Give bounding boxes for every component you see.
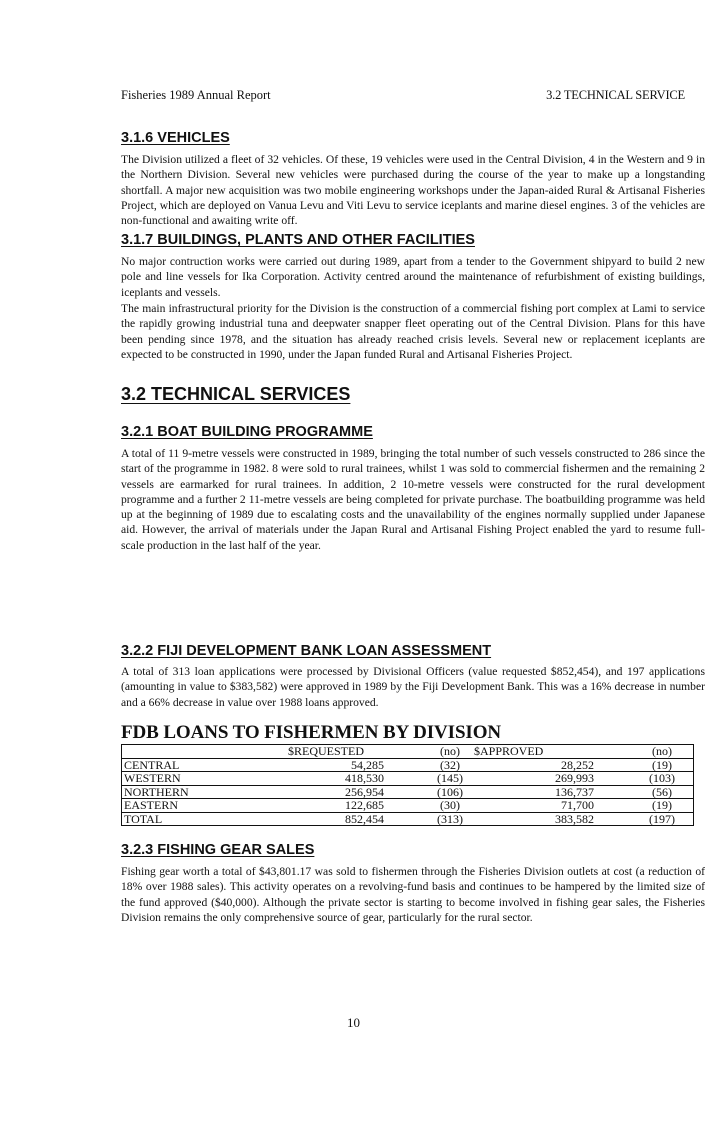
table-header: (no) [640,745,684,759]
table-cell-division: NORTHERN [122,785,223,799]
table-cell-requested: 852,454 [222,812,428,826]
table-cell-approved: 383,582 [472,812,640,826]
page-number: 10 [347,1015,360,1030]
table-cell-approved-no: (56) [640,785,684,799]
table-row [122,785,694,799]
paragraph-boat-building: A total of 11 9-metre vessels were constructed in 1989, bringing the total number of such vessels constructed to 286 since the start of the programme in 1982. 8 were sold to rural trainees, whilst 1 was sold to commercial fishermen and the remaining 2 vessels are earmarked for rural trainees. In addition, 2 10-metre vessels were constructed for the rural development programme and a further 2 11-metre vessels are being completed for private purchase. The boatbuilding programme was held up at the beginning of 1989 due to escalating costs and the unavailability of the engines normally supplied under Japanese aid. However, the arrival of materials under the Japan Rural and Artisanal Fishing Project enabled the yard to resume full-scale production in the last half of the year. [121,447,705,552]
table-cell-requested: 122,685 [222,799,428,813]
fdb-loans-table [121,744,694,826]
heading-vehicles: 3.1.6 VEHICLES [121,130,230,146]
table-row [122,799,694,813]
heading-boat-building: 3.2.1 BOAT BUILDING PROGRAMME [121,424,373,440]
table-cell-approved: 269,993 [472,772,640,786]
table-cell-requested-no: (30) [428,799,472,813]
running-header-right: 3.2 TECHNICAL SERVICE [546,88,685,102]
table-cell-requested: 418,530 [222,772,428,786]
table-cell-requested-no: (32) [428,758,472,772]
table-row [122,772,694,786]
table-cell-division: CENTRAL [122,758,223,772]
table-header: $REQUESTED [222,745,428,759]
paragraph-fdb-loan-assessment: A total of 313 loan applications were processed by Divisional Officers (value requested $852,454), and 197 applications (amounting in value to $383,582) were approved in 1989 by the Fiji Development Bank. This was a 16% decrease in number and a 66% decrease in value over 1988 loans approved. [121,665,705,709]
table-cell-spacer [684,772,694,786]
table-header [122,745,223,759]
table-cell-approved-no: (19) [640,758,684,772]
heading-fdb-loan-assessment: 3.2.2 FIJI DEVELOPMENT BANK LOAN ASSESSMENT [121,643,492,659]
table-header-row [122,745,694,759]
table-cell-approved-no: (197) [640,812,684,826]
table-cell-division: EASTERN [122,799,223,813]
table-cell-approved-no: (103) [640,772,684,786]
heading-buildings: 3.1.7 BUILDINGS, PLANTS AND OTHER FACILITIES [121,232,475,248]
table-cell-approved: 136,737 [472,785,640,799]
table-cell-spacer [684,758,694,772]
paragraph-fishing-gear-sales: Fishing gear worth a total of $43,801.17 was sold to fishermen through the Fisheries Division outlets at cost (a reduction of 18% over 1988 sales). This activity operates on a revolving-fund basis and continues to be hampered by the limited size of the fund approved ($40,000). Although the private sector is starting to become involved in fishing gear sales, the Fisheries Division remains the only comprehensive source of gear, particularly for the rural sector. [121,865,705,924]
running-header-left: Fisheries 1989 Annual Report [121,88,271,102]
table-cell-division: WESTERN [122,772,223,786]
table-header: (no) [428,745,472,759]
table-header-spacer [684,745,694,759]
table-cell-requested: 54,285 [222,758,428,772]
table-cell-approved: 71,700 [472,799,640,813]
table-cell-requested-no: (313) [428,812,472,826]
table-cell-requested-no: (145) [428,772,472,786]
table-row-total [122,812,694,826]
table-title: FDB LOANS TO FISHERMEN BY DIVISION [121,722,502,743]
table-cell-spacer [684,799,694,813]
table-cell-spacer [684,812,694,826]
table-cell-requested: 256,954 [222,785,428,799]
table-cell-division: TOTAL [122,812,223,826]
table-cell-spacer [684,785,694,799]
table-header: $APPROVED [472,745,640,759]
table-cell-approved-no: (19) [640,799,684,813]
heading-technical-services: 3.2 TECHNICAL SERVICES [121,384,351,404]
table-cell-requested-no: (106) [428,785,472,799]
table-row [122,758,694,772]
paragraph-buildings-2: The main infrastructural priority for the Division is the construction of a commercial fishing port complex at Lami to service the rapidly growing industrial tuna and deepwater snapper fleet operating out of the Central Division. Plans for this have been pending since 1978, and the situation has already reached crisis levels. Several new or replacement iceplants are expected to be constructed in 1990, under the Japan funded Rural and Artisanal Fisheries Project. [121,302,705,361]
table-cell-approved: 28,252 [472,758,640,772]
heading-fishing-gear-sales: 3.2.3 FISHING GEAR SALES [121,842,315,858]
paragraph-vehicles: The Division utilized a fleet of 32 vehicles. Of these, 19 vehicles were used in the Central Division, 4 in the Western and 9 in the Northern Division. Several new vehicles were purchased during the course of the year to make up a longstanding shortfall. A major new acquisition was two mobile engineering workshops under the Japan-aided Rural & Artisanal Fisheries Project, which are deployed on Vanua Levu and Viti Levu to service iceplants and marine diesel engines. 3 of the vehicles are non-functional and awaiting write off. [121,153,705,228]
paragraph-buildings-1: No major contruction works were carried out during 1989, apart from a tender to the Government shipyard to build 2 new pole and line vessels for Ika Corporation. Activity centred around the maintenance of refurbishment of existing buildings, iceplants and vessels. [121,255,705,299]
